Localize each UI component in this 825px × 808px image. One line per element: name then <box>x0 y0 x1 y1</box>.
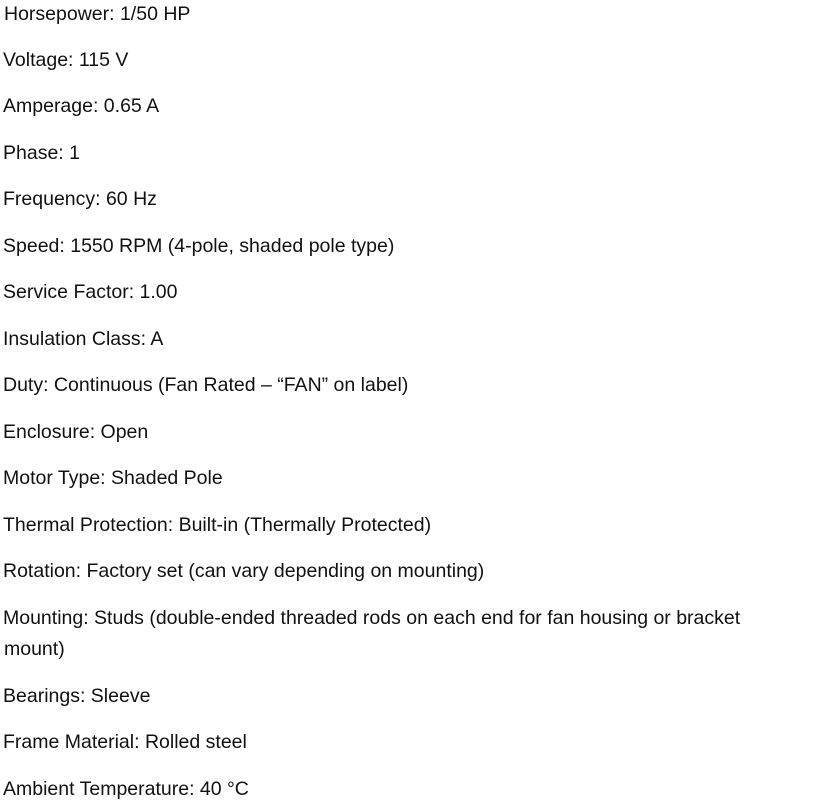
spec-rotation <box>3 556 825 587</box>
spec-motor-type-text: Motor Type: Shaded Pole <box>3 467 223 489</box>
spec-voltage <box>3 45 825 76</box>
spec-bearings <box>3 681 825 712</box>
spec-amperage-text: Amperage: 0.65 A <box>3 95 160 117</box>
spec-rotation-text: Rotation: Factory set (can vary depending on mounting) <box>3 560 485 582</box>
spec-horsepower-text: Horsepower: 1/50 HP <box>4 3 191 25</box>
spec-voltage-text: Voltage: 115 V <box>3 49 129 71</box>
spec-enclosure-text: Enclosure: Open <box>3 421 149 443</box>
spec-service-factor-text: Service Factor: 1.00 <box>3 281 178 303</box>
spec-insulation-class <box>3 324 825 355</box>
spec-frequency <box>3 184 825 215</box>
spec-frame-material-text: Frame Material: Rolled steel <box>3 731 247 753</box>
spec-horsepower <box>4 0 825 30</box>
spec-ambient-temperature-text: Ambient Temperature: 40 °C <box>3 778 249 800</box>
spec-phase <box>3 138 825 169</box>
spec-phase-text: Phase: 1 <box>3 142 80 164</box>
spec-ambient-temperature <box>3 774 825 805</box>
spec-mounting-text: Mounting: Studs (double-ended threaded rods on each end for fan housing or bracket <box>3 607 741 629</box>
spec-frame-material <box>3 727 825 758</box>
spec-thermal-protection-text: Thermal Protection: Built-in (Thermally Protected) <box>3 514 432 536</box>
spec-amperage <box>3 91 825 122</box>
spec-duty-text: Duty: Continuous (Fan Rated – “FAN” on label) <box>3 374 409 396</box>
spec-mounting <box>3 603 825 634</box>
spec-thermal-protection <box>3 510 825 541</box>
spec-motor-type <box>3 463 825 494</box>
spec-mounting-continued <box>4 634 825 665</box>
spec-speed-text: Speed: 1550 RPM (4-pole, shaded pole type) <box>3 235 395 257</box>
spec-mounting-continued-text: mount) <box>4 638 65 660</box>
spec-bearings-text: Bearings: Sleeve <box>3 685 151 707</box>
spec-speed <box>3 231 825 262</box>
spec-service-factor <box>3 277 825 308</box>
spec-duty <box>3 370 825 401</box>
spec-frequency-text: Frequency: 60 Hz <box>3 188 157 210</box>
spec-enclosure <box>3 417 825 448</box>
spec-insulation-class-text: Insulation Class: A <box>3 328 164 350</box>
